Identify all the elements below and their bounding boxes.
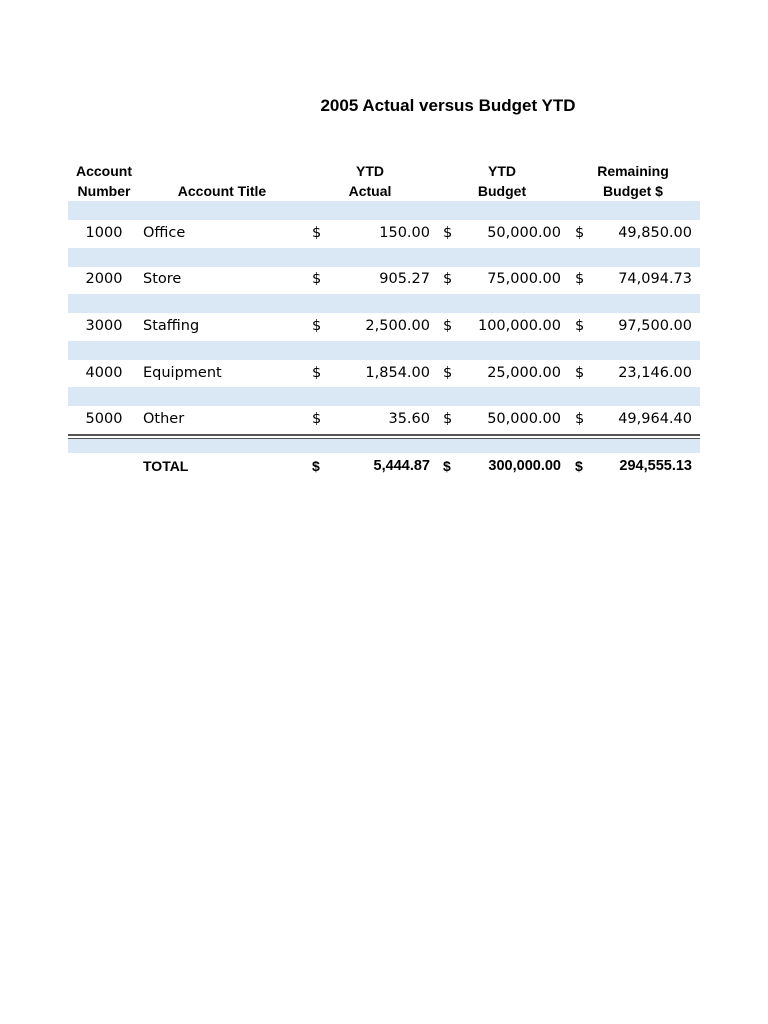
header-account-number-line2: Number bbox=[77, 183, 131, 199]
header-ytd-budget-line1: YTD bbox=[488, 163, 516, 179]
currency-sign: $ bbox=[312, 318, 322, 334]
account-number: 1000 bbox=[85, 225, 123, 241]
row-band bbox=[68, 341, 700, 360]
total-row bbox=[68, 453, 700, 480]
currency-sign: $ bbox=[312, 225, 322, 241]
currency-sign: $ bbox=[575, 458, 583, 474]
ytd-actual-value: 150.00 bbox=[379, 225, 430, 241]
total-ytd-actual: 5,444.87 bbox=[373, 458, 430, 474]
currency-sign: $ bbox=[575, 225, 585, 241]
currency-sign: $ bbox=[443, 365, 453, 381]
total-remaining: 294,555.13 bbox=[619, 458, 692, 474]
total-label: TOTAL bbox=[143, 458, 189, 474]
account-title: Office bbox=[143, 225, 186, 241]
row-band bbox=[68, 248, 700, 267]
header-ytd-actual bbox=[320, 161, 420, 201]
currency-sign: $ bbox=[312, 365, 322, 381]
row-band bbox=[68, 387, 700, 406]
header-remaining-line1: Remaining bbox=[597, 163, 669, 179]
ytd-actual-value: 1,854.00 bbox=[365, 365, 430, 381]
header-ytd-budget-line2: Budget bbox=[477, 183, 527, 199]
table-row bbox=[68, 313, 700, 340]
header-remaining-line2: Budget $ bbox=[603, 183, 663, 199]
remaining-value: 74,094.73 bbox=[618, 271, 692, 287]
remaining-value: 49,964.40 bbox=[618, 411, 692, 427]
currency-sign: $ bbox=[443, 411, 453, 427]
header-ytd-budget bbox=[452, 161, 552, 201]
currency-sign: $ bbox=[443, 271, 453, 287]
ytd-budget-value: 50,000.00 bbox=[487, 225, 561, 241]
header-account-number-line1: Account bbox=[76, 163, 132, 179]
account-title: Other bbox=[143, 411, 185, 427]
remaining-value: 49,850.00 bbox=[618, 225, 692, 241]
account-number: 3000 bbox=[85, 318, 123, 334]
currency-sign: $ bbox=[443, 225, 453, 241]
row-band bbox=[68, 201, 700, 220]
header-ytd-actual-line2: Actual bbox=[348, 183, 392, 199]
table-row bbox=[68, 360, 700, 387]
currency-sign: $ bbox=[312, 458, 320, 474]
account-number: 2000 bbox=[85, 271, 123, 287]
currency-sign: $ bbox=[312, 271, 322, 287]
row-band bbox=[68, 438, 700, 453]
account-title: Store bbox=[143, 271, 182, 287]
remaining-value: 23,146.00 bbox=[618, 365, 692, 381]
remaining-value: 97,500.00 bbox=[618, 318, 692, 334]
ytd-budget-value: 100,000.00 bbox=[477, 318, 561, 334]
account-title: Equipment bbox=[143, 365, 222, 381]
header-account-title-text: Account Title bbox=[177, 183, 267, 199]
total-double-underline bbox=[68, 434, 700, 439]
ytd-actual-value: 905.27 bbox=[379, 271, 430, 287]
report-title: 2005 Actual versus Budget YTD bbox=[320, 96, 576, 115]
currency-sign: $ bbox=[575, 318, 585, 334]
ytd-actual-value: 35.60 bbox=[388, 411, 430, 427]
currency-sign: $ bbox=[443, 318, 453, 334]
currency-sign: $ bbox=[312, 411, 322, 427]
ytd-actual-value: 2,500.00 bbox=[365, 318, 430, 334]
header-ytd-actual-line1: YTD bbox=[356, 163, 384, 179]
currency-sign: $ bbox=[575, 365, 585, 381]
currency-sign: $ bbox=[575, 411, 585, 427]
account-number: 4000 bbox=[85, 365, 123, 381]
header-remaining-budget bbox=[583, 161, 683, 201]
ytd-budget-value: 25,000.00 bbox=[487, 365, 561, 381]
currency-sign: $ bbox=[575, 271, 585, 287]
table-row bbox=[68, 266, 700, 293]
ytd-budget-value: 50,000.00 bbox=[487, 411, 561, 427]
currency-sign: $ bbox=[443, 458, 451, 474]
row-band bbox=[68, 294, 700, 313]
account-number: 5000 bbox=[85, 411, 123, 427]
ytd-budget-value: 75,000.00 bbox=[487, 271, 561, 287]
total-ytd-budget: 300,000.00 bbox=[488, 458, 561, 474]
table-row bbox=[68, 406, 700, 433]
header-account-title bbox=[152, 181, 292, 201]
table-row bbox=[68, 220, 700, 247]
account-title: Staffing bbox=[143, 318, 200, 334]
header-account-number bbox=[68, 161, 140, 201]
